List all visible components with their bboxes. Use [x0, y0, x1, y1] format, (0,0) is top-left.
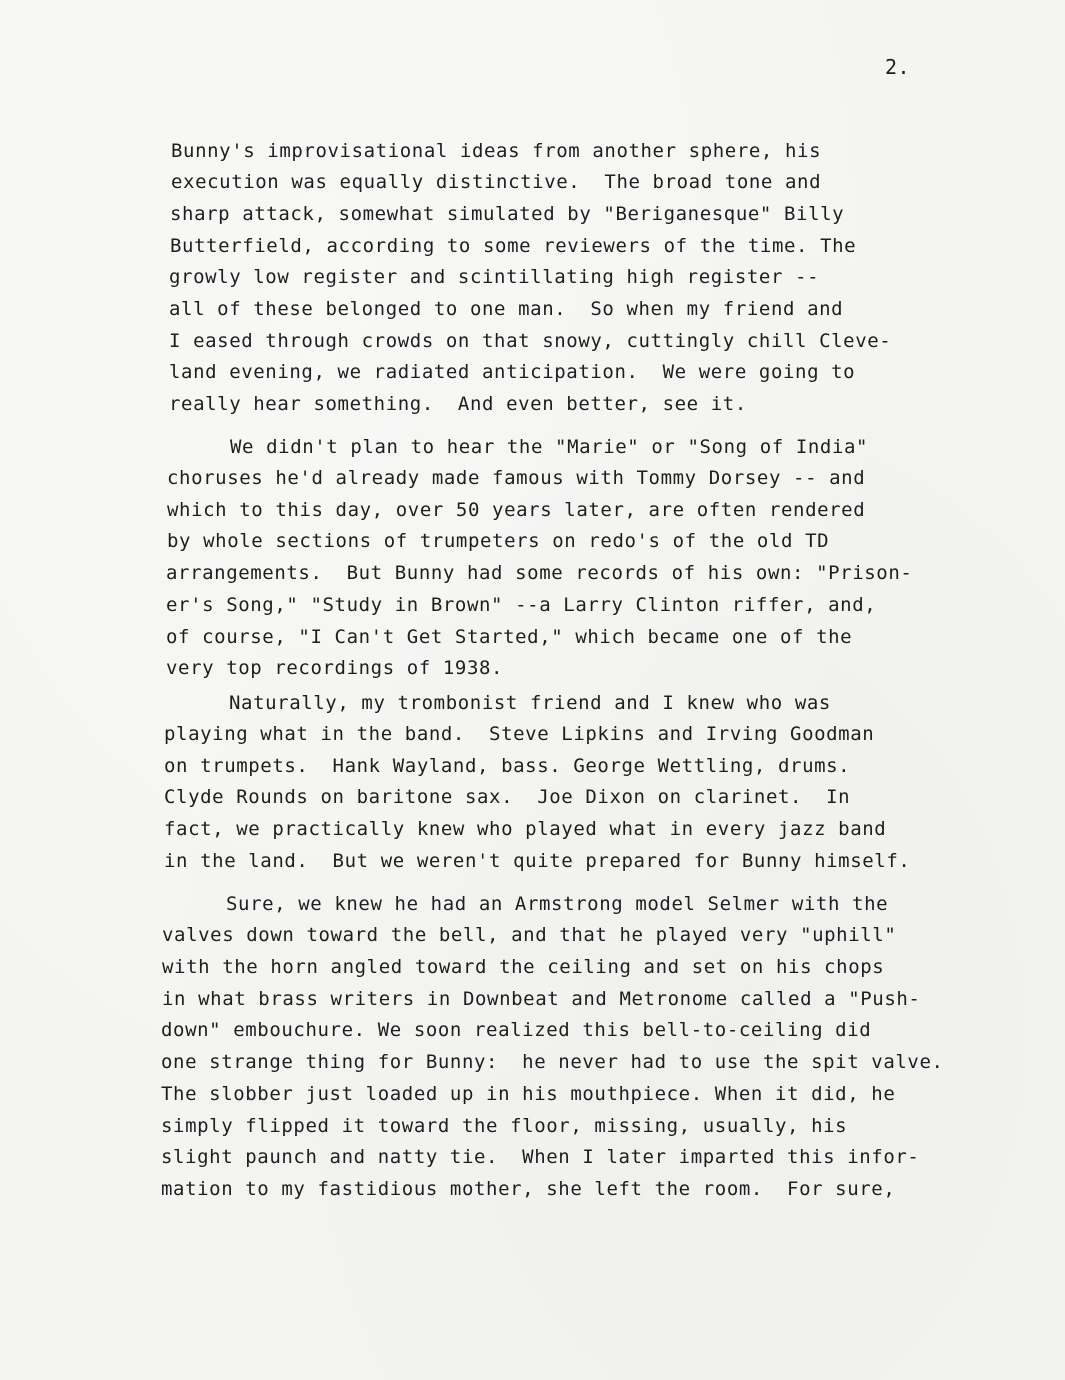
text-line: Butterfield, according to some reviewers of the time. The — [170, 235, 857, 257]
text-line: all of these belonged to one man. So when my friend and — [169, 298, 844, 320]
text-line: We didn't plan to hear the "Marie" or "Song of India" — [230, 436, 869, 458]
text-line: very top recordings of 1938. — [166, 657, 504, 679]
text-line: really hear something. And even better, see it. — [169, 393, 747, 415]
text-line: down" embouchure. We soon realized this bell-to-ceiling did — [161, 1019, 872, 1041]
text-line: slight paunch and natty tie. When I later imparted this infor- — [161, 1146, 920, 1168]
text-line: which to this day, over 50 years later, are often rendered — [167, 499, 866, 521]
text-line: by whole sections of trumpeters on redo's of the old TD — [167, 530, 830, 552]
text-line: fact, we practically knew who played what in every jazz band — [164, 818, 887, 840]
text-line: land evening, we radiated anticipation. We were going to — [169, 361, 856, 383]
text-line: one strange thing for Bunny: he never had to use the spit valve. — [161, 1051, 944, 1073]
text-line: mation to my fastidious mother, she left the room. For sure, — [161, 1178, 896, 1200]
text-line: with the horn angled toward the ceiling and set on his chops — [162, 956, 885, 978]
text-line: er's Song," "Study in Brown" --a Larry Clinton riffer, and, — [166, 594, 877, 616]
text-line: execution was equally distinctive. The broad tone and — [171, 171, 822, 193]
text-line: of course, "I Can't Get Started," which became one of the — [166, 626, 853, 648]
text-line: in the land. But we weren't quite prepared for Bunny himself. — [164, 850, 911, 872]
text-line: Naturally, my trombonist friend and I knew who was — [229, 692, 831, 714]
text-line: playing what in the band. Steve Lipkins and Irving Goodman — [164, 723, 875, 745]
text-line: Bunny's improvisational ideas from another sphere, his — [171, 140, 822, 162]
text-line: simply flipped it toward the floor, missing, usually, his — [161, 1115, 848, 1137]
text-line: The slobber just loaded up in his mouthpiece. When it did, he — [161, 1083, 896, 1105]
text-line: valves down toward the bell, and that he played very "uphill" — [162, 924, 897, 946]
text-line: in what brass writers in Downbeat and Metronome called a "Push- — [162, 988, 921, 1010]
text-line: Sure, we knew he had an Armstrong model Selmer with the — [226, 893, 889, 915]
text-line: on trumpets. Hank Wayland, bass. George Wettling, drums. — [164, 755, 851, 777]
text-line: arrangements. But Bunny had some records of his own: "Prison- — [166, 562, 913, 584]
text-line: Clyde Rounds on baritone sax. Joe Dixon on clarinet. In — [164, 786, 851, 808]
text-line: growly low register and scintillating high register -- — [169, 266, 820, 288]
text-line: sharp attack, somewhat simulated by "Beriganesque" Billy — [170, 203, 845, 225]
text-line: I eased through crowds on that snowy, cuttingly chill Cleve- — [169, 330, 892, 352]
text-line: choruses he'd already made famous with Tommy Dorsey -- and — [167, 467, 866, 489]
page-number: 2. — [885, 55, 911, 79]
